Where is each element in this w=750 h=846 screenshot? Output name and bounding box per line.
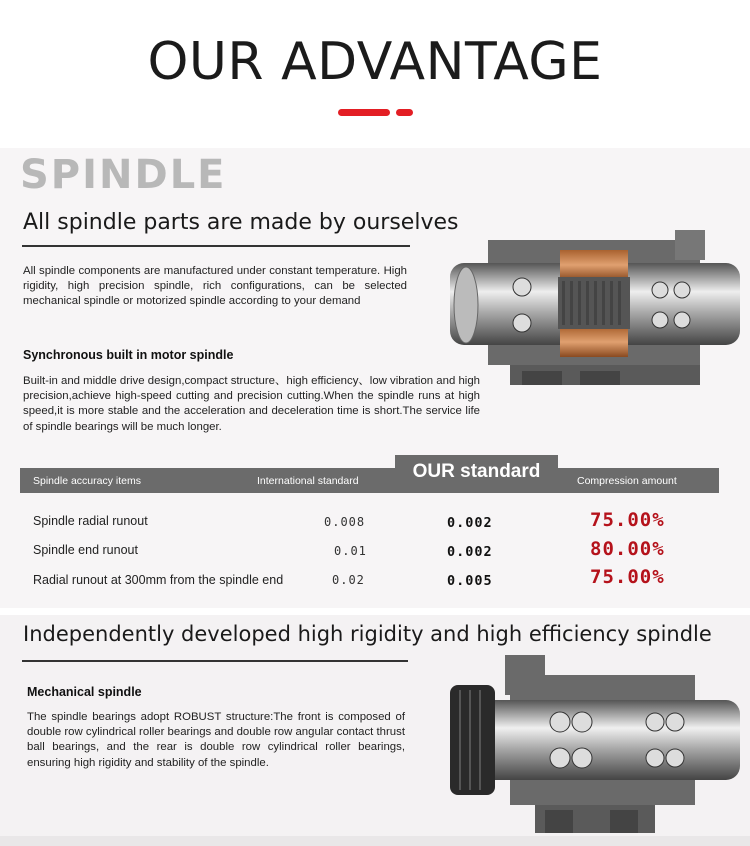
table-row-international: 0.01 <box>334 544 367 558</box>
table-row-international: 0.008 <box>324 515 366 529</box>
mechanical-heading: Independently developed high rigidity and high efficiency spindle <box>23 622 712 646</box>
table-row-item: Radial runout at 300mm from the spindle end <box>33 573 284 587</box>
spindle-intro: All spindle components are manufactured under constant temperature. High rigidity, high precision spindle, rich configurations, can be selected mechanical spindle or motorized spindle according to your demand <box>23 265 407 308</box>
page-title: OUR ADVANTAGE <box>147 32 603 92</box>
mechanical-subheading: Mechanical spindle <box>27 685 142 699</box>
table-row-compression: 80.00% <box>590 538 665 560</box>
mechanical-spindle-image <box>450 650 745 835</box>
built-in-motor-spindle-image <box>450 225 745 395</box>
section-label: SPINDLE <box>20 152 227 198</box>
table-row-compression: 75.00% <box>590 566 665 588</box>
title-accent-bar <box>338 109 390 116</box>
table-row-item: Spindle radial runout <box>33 514 148 528</box>
table-row-ours: 0.002 <box>447 544 493 560</box>
header-our-standard: OUR standard <box>395 455 558 493</box>
motor-spindle-heading: Synchronous built in motor spindle <box>23 348 234 362</box>
mechanical-rule <box>22 660 408 662</box>
table-row-item: Spindle end runout <box>33 543 138 557</box>
motor-spindle-text: Built-in and middle drive design,compact structure、high efficiency、low vibration and high precision,achieve high-speed cutting and precision cutting.When the spindle runs at high speed,it is more stable and the acceleration and deceleration time is short.The service life of spindle bearings will be much longer. <box>23 375 480 433</box>
heading-rule <box>22 245 410 247</box>
table-row-international: 0.02 <box>332 573 365 587</box>
table-row-ours: 0.005 <box>447 573 493 589</box>
spindle-heading: All spindle parts are made by ourselves <box>23 210 459 235</box>
table-row-ours: 0.002 <box>447 515 493 531</box>
title-accent-dot <box>396 109 413 116</box>
footer-strip <box>0 836 750 846</box>
mechanical-text: The spindle bearings adopt ROBUST structure:The front is composed of double row cylindrical roller bearings and double row angular contact thrust ball bearings, and the rear is double row cylindrical roller bearings, ensuring high rigidity and stability of the spindle. <box>27 711 405 769</box>
header-compression: Compression amount <box>577 475 677 487</box>
header-international: International standard <box>257 475 359 487</box>
header-accuracy-items: Spindle accuracy items <box>33 475 141 487</box>
table-row-compression: 75.00% <box>590 509 665 531</box>
